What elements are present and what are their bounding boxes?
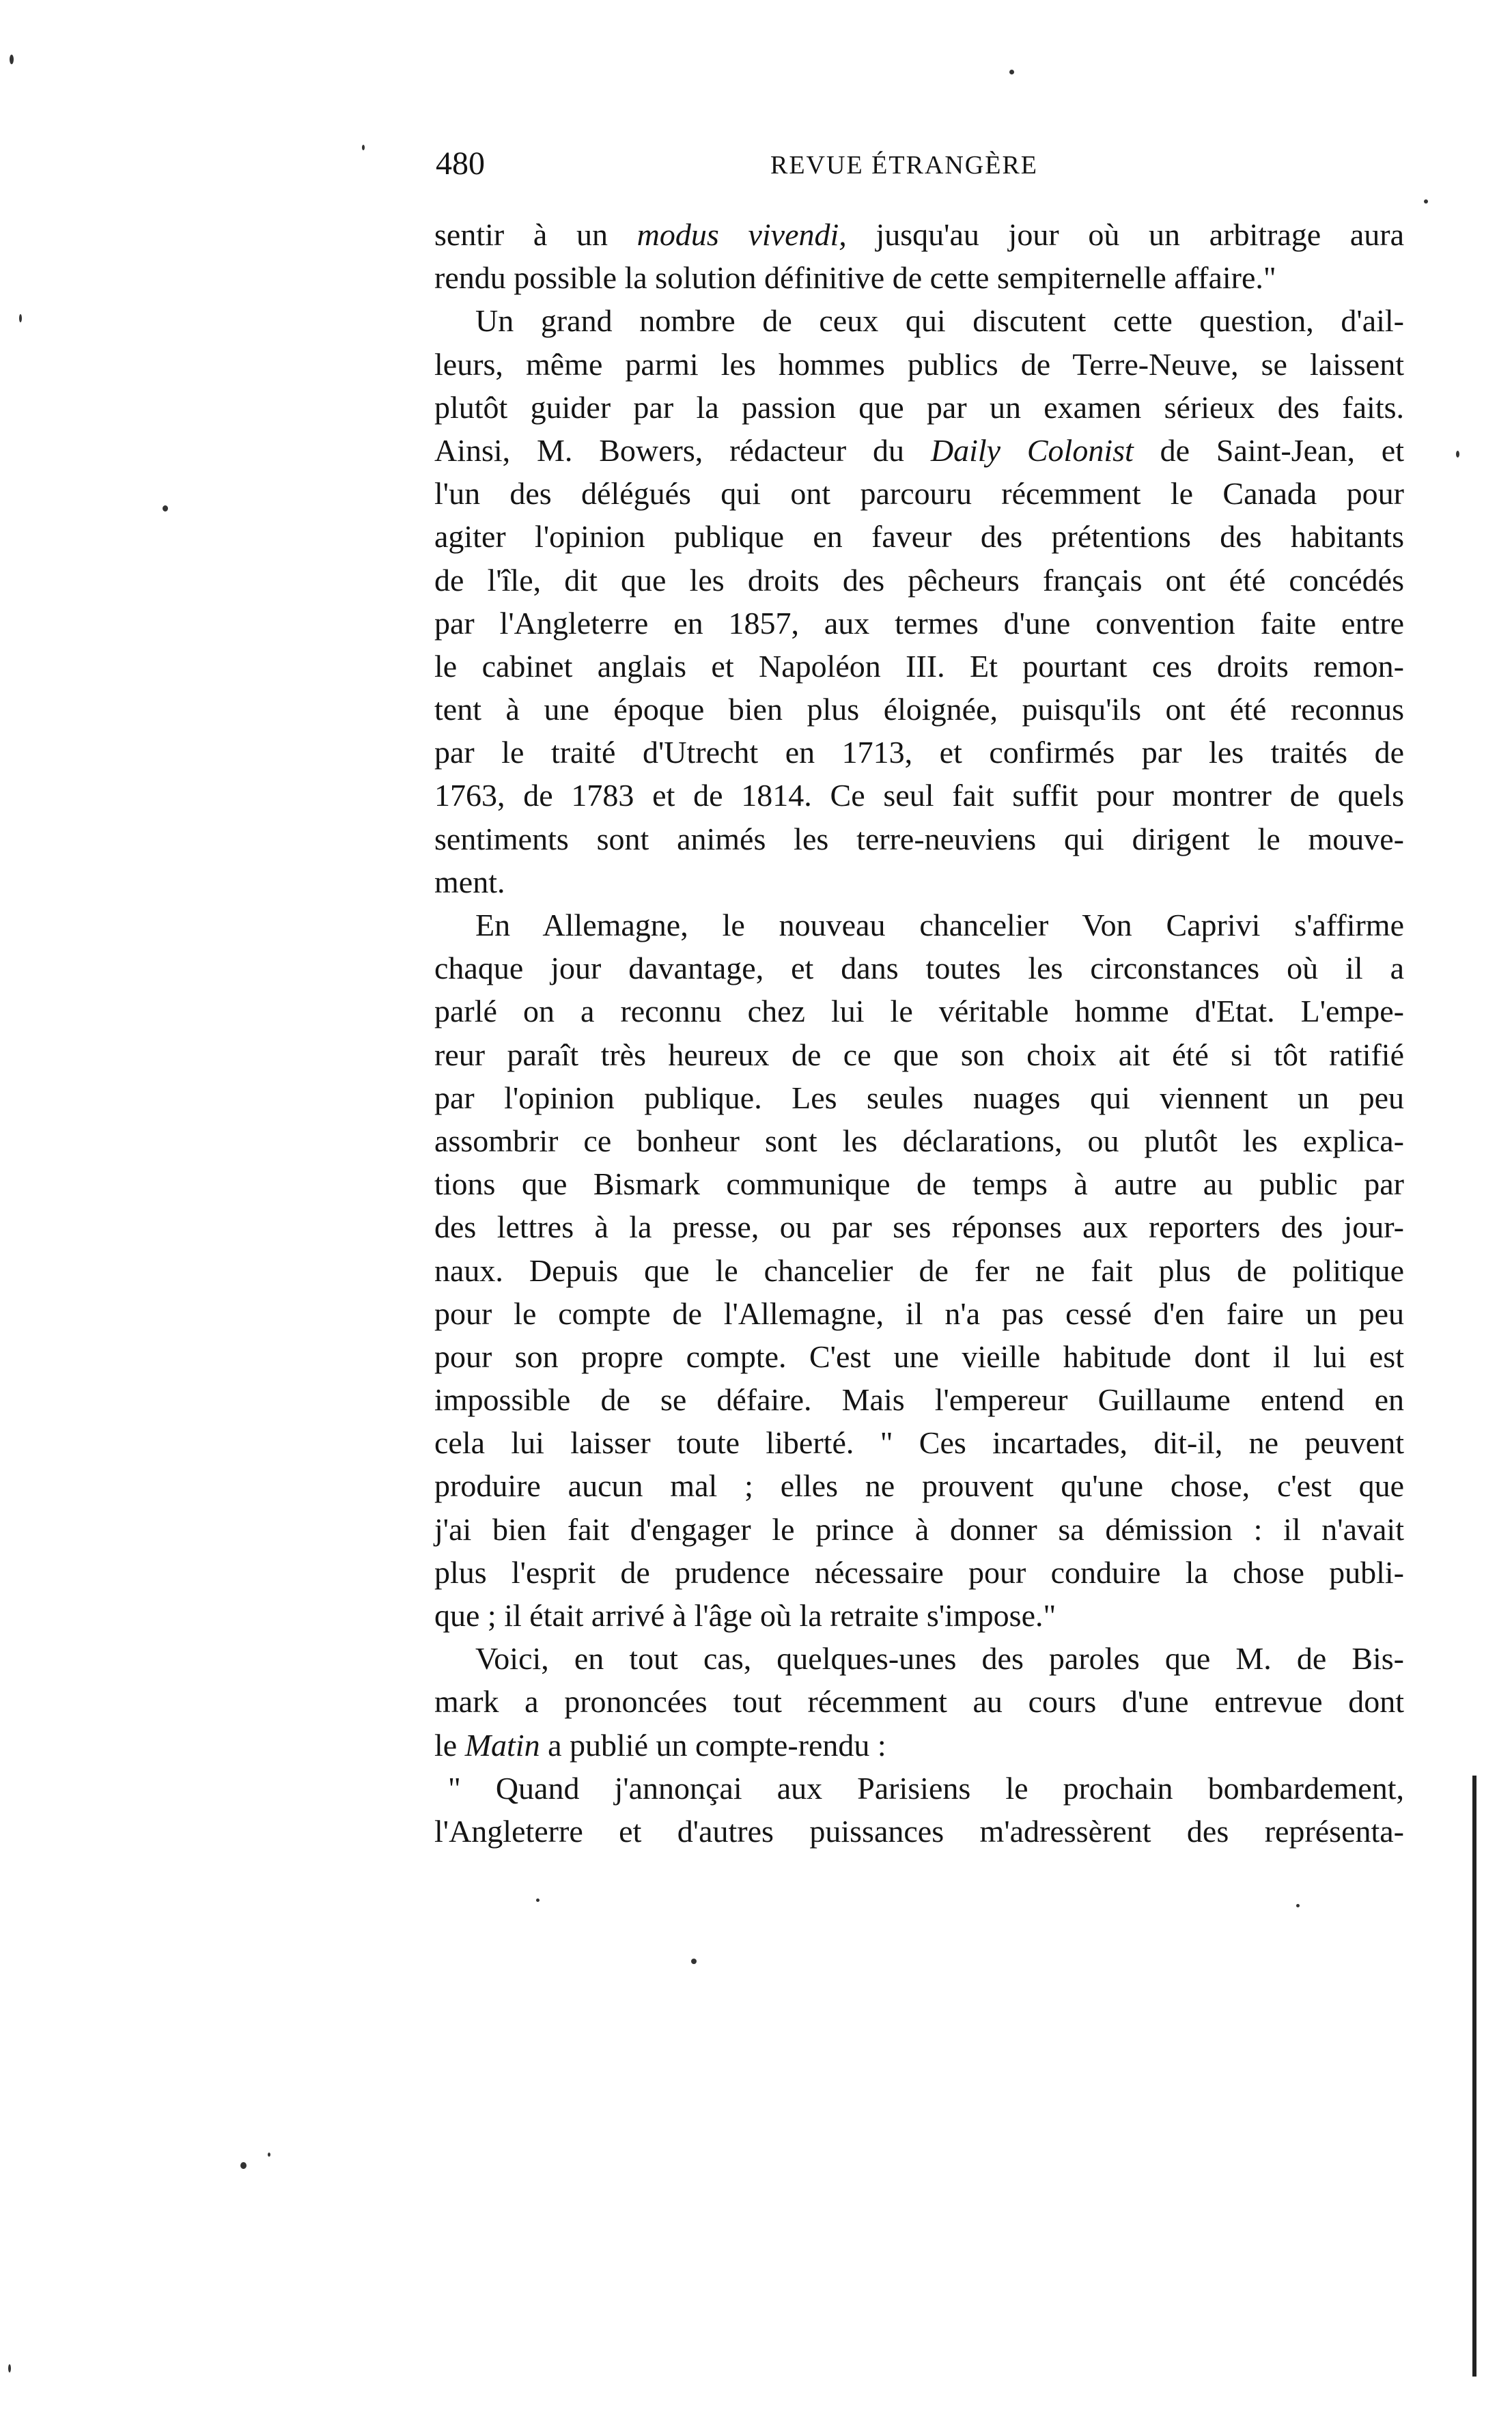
paragraph-start-line: Voici, en tout cas, quelques-unes des paroles que M. de Bis- bbox=[475, 1641, 1404, 1677]
text-line: leurs, même parmi les hommes publics de Terre-Neuve, se laissent bbox=[434, 346, 1404, 382]
text-line: que ; il était arrivé à l'âge où la retraite s'impose." bbox=[434, 1598, 1056, 1633]
running-head bbox=[436, 145, 1405, 193]
text-line: sentiments sont animés les terre-neuviens qui dirigent le mouve- bbox=[434, 821, 1404, 856]
journal-title: REVUE ÉTRANGÈRE bbox=[770, 151, 1039, 180]
text-line: Ainsi, M. Bowers, rédacteur du Daily Colonist de Saint-Jean, et bbox=[434, 432, 1404, 468]
italic-phrase: Daily Colonist bbox=[930, 432, 1134, 468]
scan-speck bbox=[19, 314, 22, 322]
text-line: impossible de se défaire. Mais l'empereur Guillaume entend en bbox=[434, 1382, 1404, 1418]
text-line: parlé on a reconnu chez lui le véritable homme d'Etat. L'empe- bbox=[434, 994, 1404, 1029]
text-line: sentir à un modus vivendi, jusqu'au jour où un arbitrage aura bbox=[434, 217, 1404, 252]
quote-start-line: " Quand j'annonçai aux Parisiens le prochain bombardement, bbox=[448, 1770, 1404, 1806]
scan-speck bbox=[268, 2153, 270, 2157]
paragraph-start-line: Un grand nombre de ceux qui discutent cette question, d'ail- bbox=[475, 303, 1404, 339]
text-line: j'ai bien fait d'engager le prince à donner sa démission : il n'avait bbox=[434, 1511, 1404, 1547]
scan-speck bbox=[1296, 1904, 1300, 1907]
paragraph-start-line: En Allemagne, le nouveau chancelier Von Caprivi s'affirme bbox=[475, 908, 1404, 942]
text-line: mark a prononcées tout récemment au cours d'une entrevue dont bbox=[434, 1684, 1404, 1720]
text-line: pour son propre compte. C'est une vieille habitude dont il lui est bbox=[434, 1339, 1404, 1374]
text-line: rendu possible la solution définitive de cette sempiternelle affaire." bbox=[434, 260, 1276, 296]
italic-title: Matin bbox=[464, 1727, 540, 1763]
scan-speck bbox=[1456, 451, 1459, 458]
text-line: le Matin a publié un compte-rendu : bbox=[434, 1727, 886, 1763]
text-line: produire aucun mal ; elles ne prouvent qu'une chose, c'est que bbox=[434, 1468, 1404, 1504]
text-line: plutôt guider par la passion que par un examen sérieux des faits. bbox=[434, 389, 1404, 425]
scan-speck bbox=[240, 2162, 247, 2169]
text-line: tent à une époque bien plus éloignée, puisqu'ils ont été reconnus bbox=[434, 692, 1404, 727]
text-line: par le traité d'Utrecht en 1713, et confirmés par les traités de bbox=[434, 735, 1404, 770]
text-line: l'un des délégués qui ont parcouru récemment le Canada pour bbox=[434, 476, 1404, 512]
text-line: chaque jour davantage, et dans toutes les circonstances où il a bbox=[434, 951, 1404, 986]
text-line: pour le compte de l'Allemagne, il n'a pas cessé d'en faire un peu bbox=[434, 1295, 1404, 1331]
text-line: le cabinet anglais et Napoléon III. Et pourtant ces droits remon- bbox=[434, 648, 1404, 684]
text-line: naux. Depuis que le chancelier de fer ne fait plus de politique bbox=[434, 1252, 1404, 1288]
page-number: 480 bbox=[436, 145, 485, 182]
text-line: reur paraît très heureux de ce que son choix ait été si tôt ratifié bbox=[434, 1037, 1404, 1072]
text-line: 1763, de 1783 et de 1814. Ce seul fait suffit pour montrer de quels bbox=[434, 778, 1404, 813]
text-line: cela lui laisser toute liberté. " Ces incartades, dit-il, ne peuvent bbox=[434, 1425, 1404, 1461]
scan-speck bbox=[1424, 199, 1428, 204]
scan-speck bbox=[8, 2364, 11, 2372]
scan-speck bbox=[163, 505, 168, 512]
scan-speck bbox=[10, 55, 14, 64]
text-line: par l'opinion publique. Les seules nuages qui viennent un peu bbox=[434, 1080, 1404, 1115]
text-body bbox=[434, 213, 1404, 1853]
scan-speck bbox=[691, 1959, 697, 1964]
text-line: ment. bbox=[434, 864, 505, 899]
text-line: de l'île, dit que les droits des pêcheurs français ont été concédés bbox=[434, 562, 1404, 598]
text-line: tions que Bismark communique de temps à autre au public par bbox=[434, 1166, 1404, 1202]
text-line: plus l'esprit de prudence nécessaire pour conduire la chose publi- bbox=[434, 1554, 1404, 1590]
text-line: des lettres à la presse, ou par ses réponses aux reporters des jour- bbox=[434, 1209, 1404, 1245]
text-line: assombrir ce bonheur sont les déclarations, ou plutôt les explica- bbox=[434, 1123, 1404, 1158]
binding-edge-mark bbox=[1472, 1776, 1476, 2377]
italic-phrase: modus vivendi, bbox=[636, 217, 847, 252]
text-line: agiter l'opinion publique en faveur des prétentions des habitants bbox=[434, 519, 1404, 555]
text-line: par l'Angleterre en 1857, aux termes d'une convention faite entre bbox=[434, 605, 1404, 641]
scan-speck bbox=[362, 145, 365, 150]
scan-speck bbox=[1009, 70, 1014, 74]
scan-speck bbox=[536, 1898, 540, 1902]
text-line: l'Angleterre et d'autres puissances m'adressèrent des représenta- bbox=[434, 1813, 1404, 1849]
